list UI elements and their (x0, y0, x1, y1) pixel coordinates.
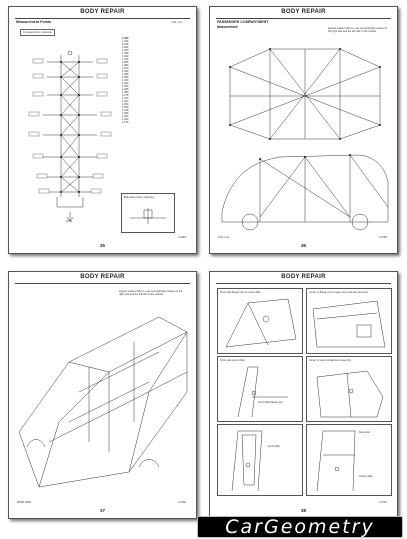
dim-2: 1,155 (122, 43, 129, 46)
detail-frame-1 (217, 288, 303, 354)
dim-11: 1,362 (122, 70, 129, 73)
dim-24: 1,108 (122, 109, 129, 112)
dim-21: 1,252 (122, 100, 129, 103)
caption-5: Center of rear compartment assembly (309, 359, 351, 362)
detail-drawing-2 (307, 289, 391, 353)
dim-9: 1,384 (122, 64, 129, 67)
dim-5: 1,408 (122, 52, 129, 55)
caption-4: Front pillar flange joint (258, 401, 283, 404)
symmetry-note: Figures marked with a + are symmetrically located on the right side and the left side of the vehicle. (328, 27, 388, 33)
legend-text: Bolt-head center, tightening (124, 196, 155, 199)
view-note: As viewed from underside (20, 29, 55, 36)
page-number: 37 (99, 508, 105, 513)
page-subtitle: PASSENGER COMPARTMENT (217, 20, 269, 24)
dim-1: 1,234 (122, 40, 129, 43)
dim-0: 1,090 (122, 37, 129, 40)
page-header: BODY REPAIR (80, 9, 125, 15)
dim-3: 1,262 (122, 46, 129, 49)
legend-box (121, 193, 175, 233)
page-header: BODY REPAIR (80, 274, 125, 280)
detail-drawing-4 (307, 357, 391, 421)
detail-drawing-5 (218, 425, 302, 495)
cargeometry-logo[interactable] (197, 516, 403, 538)
page-number: 38 (300, 508, 306, 513)
detail-frame-4 (306, 356, 392, 422)
dimension-table (122, 37, 162, 124)
bolt-detail-icon (122, 194, 174, 232)
header-rule (216, 283, 391, 284)
page-header: BODY REPAIR (281, 9, 326, 15)
caption-7: Rear door (359, 431, 371, 434)
detail-frame-5 (217, 424, 303, 496)
dim-25: 1,084 (122, 112, 129, 115)
dim-8: 2,065 (122, 61, 129, 64)
page-subtitle-2: Measurement (217, 25, 238, 29)
dim-26: 1,362 (122, 115, 129, 118)
dim-22: 1,354 (122, 103, 129, 106)
dim-16: 1,054 (122, 85, 129, 88)
unit-label: Unit: mm (218, 235, 230, 239)
dim-14: 1,660 (122, 79, 129, 82)
dim-7: 1,410 (122, 58, 129, 61)
manual-page-37 (8, 271, 197, 519)
detail-frame-3 (217, 356, 303, 422)
dim-17: 1,405 (122, 88, 129, 91)
front-label: Front (66, 220, 73, 223)
figure-code: L0767 (379, 500, 387, 504)
dim-28: 1,126 (122, 121, 129, 124)
page-number: 36 (300, 243, 306, 248)
manual-page-35 (8, 6, 197, 254)
dim-27: 1,440 (122, 118, 129, 121)
detail-drawing-6 (307, 425, 391, 495)
dim-4: 1,500 (122, 49, 129, 52)
detail-frame-2 (306, 288, 392, 354)
caption-1: Front side flange hole of center pillar (220, 291, 261, 294)
dim-23: 1,000 (122, 106, 129, 109)
figure-code-left: M062 1050 (17, 500, 31, 504)
dim-12: 1,308 (122, 73, 129, 76)
page-header: BODY REPAIR (281, 274, 326, 280)
caption-8: Center pillar (359, 475, 373, 478)
caption-2: Center of flange end of upper rear seat belt assembly (309, 291, 369, 294)
detail-frame-6 (306, 424, 392, 496)
dim-15: 1,262 (122, 82, 129, 85)
figure-code: L0766 (178, 500, 186, 504)
dim-19: 1,270 (122, 94, 129, 97)
caption-6: Front pillar (268, 445, 280, 448)
page-number: 35 (99, 243, 105, 248)
dim-13: 1,506 (122, 76, 129, 79)
page-subtitle: Measurement Points (16, 20, 52, 24)
logo-text: CarGeometry (225, 516, 375, 538)
detail-drawing-3 (218, 357, 302, 421)
figure-code: L0464 (178, 235, 186, 239)
dim-10: 1,510 (122, 67, 129, 70)
manual-page-38 (209, 271, 398, 519)
dim-6: 1,262 (122, 55, 129, 58)
unit-label: Unit: mm (171, 21, 182, 24)
detail-drawing-1 (218, 289, 302, 353)
body-perspective-diagram (9, 272, 196, 518)
dim-20: 1,344 (122, 97, 129, 100)
dim-18: 1,380 (122, 91, 129, 94)
manual-page-36 (209, 6, 398, 254)
compartment-diagrams (210, 7, 397, 253)
symmetry-note: Figures marked with a + are symmetrically located on the right side and the left side of the vehicle. (119, 290, 183, 296)
caption-3: Front side center pillar (220, 359, 245, 362)
figure-code: L0765 (379, 235, 387, 239)
